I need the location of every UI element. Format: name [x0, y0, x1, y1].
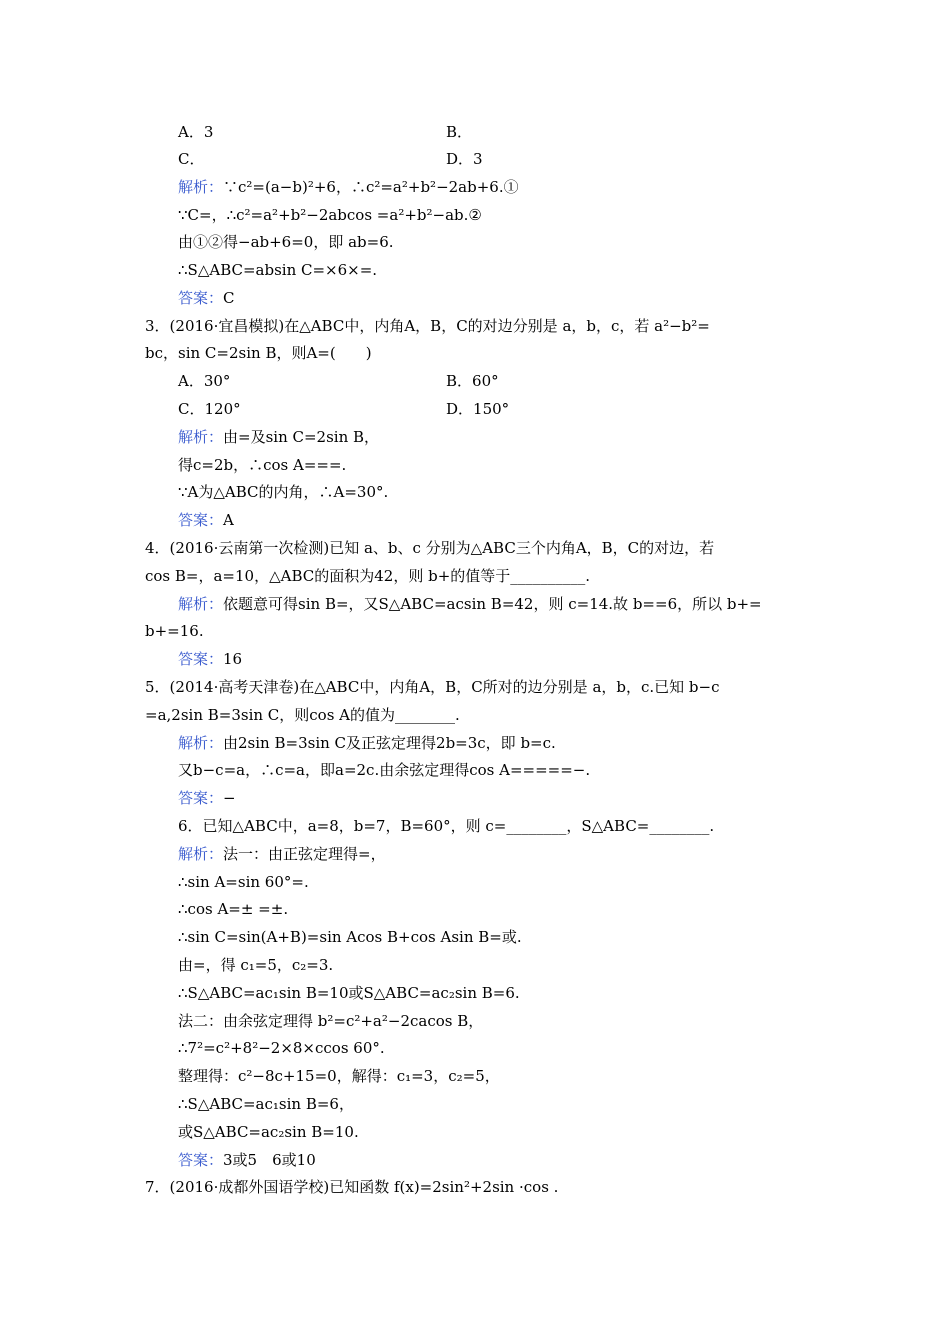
- answer-label: 答案：: [178, 1151, 224, 1169]
- text-line: 得c=2b，∴cos A===.: [178, 456, 347, 474]
- text-line: ∴sin C=sin(A+B)=sin Acos B+cos Asin B=或.: [178, 928, 522, 946]
- text-line: ∵A为△ABC的内角，∴A=30°.: [178, 483, 389, 501]
- analysis-line: [178, 175, 519, 199]
- analysis-text: 法一：由正弦定理得=，: [223, 845, 386, 863]
- option-c: C．120°: [178, 400, 241, 418]
- question-7: 7．(2016·成都外国语学校)已知函数 f(x)=2sin²+2sin ·cos .: [145, 1178, 559, 1196]
- option-c: C．: [178, 150, 205, 168]
- question-4: 4．(2016·云南第一次检测)已知 a、b、c 分别为△ABC三个内角A，B，C的对边，若: [145, 539, 715, 557]
- text-line: ∴7²=c²+8²−2×8×ccos 60°.: [178, 1039, 385, 1057]
- option-b: B．: [446, 123, 473, 141]
- text-line: ∴cos A=± =±.: [178, 900, 289, 918]
- text-line: ∴S△ABC=ac₁sin B=6，: [178, 1095, 354, 1113]
- text-line: 整理得：c²−8c+15=0，解得：c₁=3，c₂=5，: [178, 1067, 500, 1085]
- question-3: 3．(2016·宜昌模拟)在△ABC中，内角A，B，C的对边分别是 a，b，c，若 a²−b²=: [145, 317, 710, 335]
- question-5: 5．(2014·高考天津卷)在△ABC中，内角A，B，C所对的边分别是 a，b，c.已知 b−c: [145, 678, 720, 696]
- text-line: 由=，得 c₁=5，c₂=3.: [178, 956, 334, 974]
- question-5-cont: =a,2sin B=3sin C，则cos A的值为________.: [145, 706, 460, 724]
- answer-text: A: [223, 511, 234, 529]
- analysis-line: [178, 731, 556, 755]
- text-line: ∴S△ABC=ac₁sin B=10或S△ABC=ac₂sin B=6.: [178, 984, 520, 1002]
- answer-text: −: [223, 789, 236, 807]
- analysis-label: 解析：: [178, 178, 224, 196]
- analysis-text: 由2sin B=3sin C及正弦定理得2b=3c，即 b=c.: [223, 734, 556, 752]
- option-b: B．60°: [446, 372, 499, 390]
- option-a: A．30°: [178, 372, 231, 390]
- text-line: 又b−c=a，∴c=a，即a=2c.由余弦定理得cos A=====−.: [178, 761, 591, 779]
- analysis-text: ∵c²=(a−b)²+6，∴c²=a²+b²−2ab+6.①: [223, 178, 519, 196]
- text-line: ∴S△ABC=absin C=×6×=.: [178, 261, 378, 279]
- question-6: 6．已知△ABC中，a=8，b=7，B=60°，则 c=________，S△ABC=________.: [178, 817, 715, 835]
- answer-text: 16: [223, 650, 243, 668]
- answer-label: 答案：: [178, 789, 224, 807]
- analysis-label: 解析：: [178, 428, 224, 446]
- text-line: b+=16.: [145, 622, 204, 640]
- answer-line: [178, 508, 234, 532]
- option-a: A．3: [178, 123, 214, 141]
- text-line: ∴sin A=sin 60°=.: [178, 873, 309, 891]
- analysis-line: [178, 425, 379, 449]
- analysis-line: [178, 592, 762, 616]
- answer-label: 答案：: [178, 511, 224, 529]
- answer-line: [178, 286, 235, 310]
- answer-text: C: [223, 289, 235, 307]
- text-line: 法二：由余弦定理得 b²=c²+a²−2cacos B，: [178, 1012, 484, 1030]
- option-d: D．150°: [446, 400, 510, 418]
- analysis-label: 解析：: [178, 845, 224, 863]
- text-line: ∵C=，∴c²=a²+b²−2abcos =a²+b²−ab.②: [178, 206, 482, 224]
- analysis-line: [178, 842, 386, 866]
- question-3-cont: bc，sin C=2sin B，则A=( ): [145, 344, 372, 362]
- analysis-text: 依题意可得sin B=，又S△ABC=acsin B=42，则 c=14.故 b==6，所以 b+=: [223, 595, 762, 613]
- text-line: 由①②得−ab+6=0，即 ab=6.: [178, 233, 394, 251]
- question-4-cont: cos B=，a=10，△ABC的面积为42，则 b+的值等于__________.: [145, 567, 591, 585]
- answer-line: [178, 1148, 316, 1172]
- text-line: 或S△ABC=ac₂sin B=10.: [178, 1123, 359, 1141]
- answer-label: 答案：: [178, 289, 224, 307]
- analysis-text: 由=及sin C=2sin B，: [223, 428, 380, 446]
- answer-text: 3或5 6或10: [223, 1151, 316, 1169]
- answer-line: [178, 786, 236, 810]
- analysis-label: 解析：: [178, 595, 224, 613]
- answer-label: 答案：: [178, 650, 224, 668]
- option-d: D．3: [446, 150, 483, 168]
- answer-line: [178, 647, 242, 671]
- analysis-label: 解析：: [178, 734, 224, 752]
